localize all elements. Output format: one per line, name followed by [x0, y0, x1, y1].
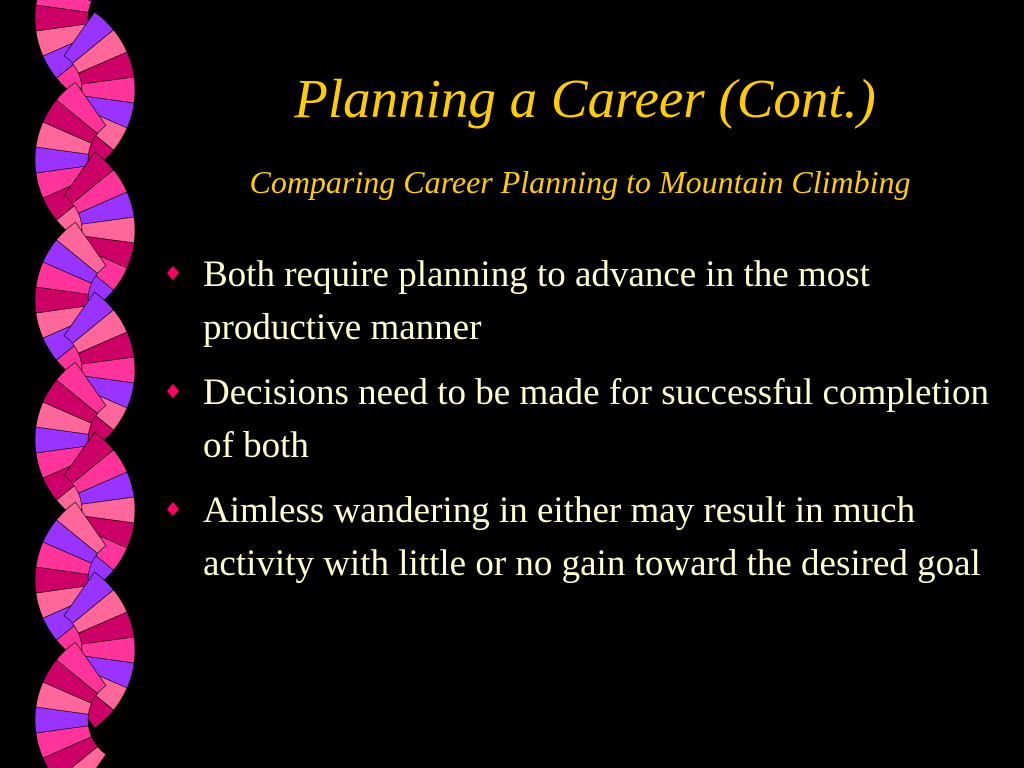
bullet-list [165, 248, 1000, 602]
bullet-text: Aimless wandering in either may result in much activity with little or no gain toward the desired goal [203, 490, 981, 584]
bullet-item [165, 248, 1000, 354]
slide-title: Planning a Career (Cont.) [294, 68, 876, 129]
diamond-bullet-icon [167, 266, 179, 280]
bullet-item [165, 484, 1000, 590]
diamond-bullet-icon [167, 384, 179, 398]
fan-ribbon-decoration [0, 0, 150, 768]
slide-subtitle: Comparing Career Planning to Mountain Climbing [249, 164, 911, 200]
bullet-item [165, 366, 1000, 472]
diamond-bullet-icon [167, 502, 179, 516]
bullet-text: Both require planning to advance in the most productive manner [203, 254, 870, 348]
bullet-text: Decisions need to be made for successful completion of both [203, 372, 990, 466]
